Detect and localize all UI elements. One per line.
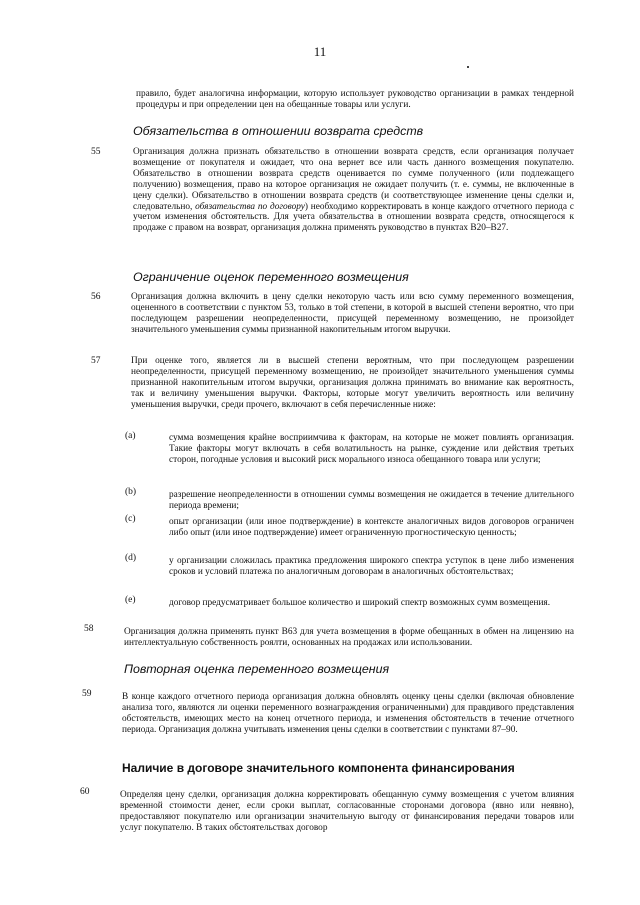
paragraph-number-56: 56	[91, 292, 101, 302]
list-item-label-e: (e)	[125, 595, 136, 605]
paragraph-55-text	[133, 147, 574, 234]
list-item-label-d: (d)	[125, 553, 137, 563]
paragraph-59-text: В конце каждого отчетного периода организация должна обновлять оценку цены сделки (включая обновление анализа того, являются ли оценки переменного вознаграждения ограниченными) для правдивого представления обстоятельств, имеющих место на конец отчетного периода, и изменения обстоятельств в течение отчетного периода. Организация должна учитывать изменения цены сделки в соответствии с пунктами 87–90.	[122, 692, 574, 735]
intro-paragraph: правило, будет аналогична информации, которую использует руководство организации в рамках тендерной процедуры и при определении цен на обещанные товары или услуги.	[136, 89, 574, 110]
list-item-a-text: сумма возмещения крайне восприимчива к факторам, на которые не может повлиять организация. Такие факторы могут включать в себя волатильность на рынке, суждение или действия третьих сторон, погодные условия и высокий риск морального износа обещанного товара или услуги;	[169, 433, 574, 465]
section-heading-refund-liabilities: Обязательства в отношении возврата средств	[133, 124, 424, 138]
list-item-label-b: (b)	[125, 487, 137, 497]
paragraph-60-text: Определяя цену сделки, организация должна корректировать обещанную сумму возмещения с учетом влияния временной стоимости денег, если сроки выплат, согласованные сторонами договора (явно или неявно), предоставляют покупателю или организации значительную выгоду от финансирования передачи товаров или услуг покупателю. В таких обстоятельствах договор	[120, 790, 574, 833]
page-number: 11	[313, 44, 327, 59]
scan-speck	[467, 66, 469, 68]
list-item-d-text: у организации сложилась практика предложения широкого спектра уступок в цене либо изменения сроков и условий платежа по аналогичным договорам в аналогичных обстоятельствах;	[169, 556, 574, 577]
section-heading-reassessment: Повторная оценка переменного возмещения	[124, 662, 390, 676]
paragraph-56-text: Организация должна включить в цену сделки некоторую часть или всю сумму переменного возмещения, оцененного в соответствии с пунктом 53, только в той степени, в которой в высшей степени вероятно, что при последующем разрешении неопределенности, присущей переменному возмещению, не произойдет значительного уменьшения суммы признанной накопительным итогом выручки.	[131, 292, 574, 335]
paragraph-number-60: 60	[80, 787, 90, 797]
list-item-label-c: (c)	[125, 514, 136, 524]
paragraph-55-text-after: ) необходимо корректировать в конце каждого отчетного периода с учетом изменения обстоятельств. Для учета обязательства в отношении возврата средств, относящегося к продаже с правом на возврат, организация должна применять руководство в пунктах B20–B27.	[133, 201, 574, 234]
list-item-b-text: разрешение неопределенности в отношении суммы возмещения не ожидается в течение длительного периода времени;	[169, 490, 574, 511]
paragraph-number-57: 57	[91, 356, 101, 366]
paragraph-number-59: 59	[82, 689, 92, 699]
paragraph-number-55: 55	[91, 147, 101, 157]
section-heading-constraining-estimates: Ограничение оценок переменного возмещения	[133, 270, 409, 284]
paragraph-number-58: 58	[84, 624, 94, 634]
paragraph-57-text: При оценке того, является ли в высшей степени вероятным, что при последующем разрешении неопределенности, присущей переменному возмещению, не произойдет значительного уменьшения суммы признанной накопительным итогом выручки, организация должна принимать во внимание как вероятность, так и величину уменьшения выручки. Факторы, которые могут увеличить вероятность или величину уменьшения выручки, среди прочего, включают в себя перечисленные ниже:	[131, 356, 574, 410]
contract-liability-term: обязательства по договору	[195, 201, 305, 212]
paragraph-55-text-before: Организация должна признать обязательство в отношении возврата средств, если организация получает возмещение от покупателя и ожидает, что она вернет все или часть данного возмещения покупателю. Обязательство в отношении возврата средств оценивается по сумме полученного (или подлежащего получению) возмещения, право на которое организация не ожидает получить (т. е. суммы, не включенные в цену сделки). Обязательство в отношении возврата средств (и соответствующее изменение цены сделки и, следовательно,	[133, 147, 574, 212]
list-item-e-text: договор предусматривает большое количество и широкий спектр возможных сумм возмещения.	[169, 598, 551, 608]
list-item-c-text: опыт организации (или иное подтверждение) в контексте аналогичных видов договоров ограничен либо опыт (или иное подтверждение) имеет ограниченную прогностическую ценность;	[169, 517, 574, 538]
section-heading-financing-component: Наличие в договоре значительного компонента финансирования	[122, 761, 515, 775]
paragraph-58-text: Организация должна применять пункт B63 для учета возмещения в форме обещанных в обмен на лицензию на интеллектуальную собственность роялти, основанных на продажах или использовании.	[124, 627, 574, 648]
list-item-label-a: (a)	[125, 431, 136, 441]
